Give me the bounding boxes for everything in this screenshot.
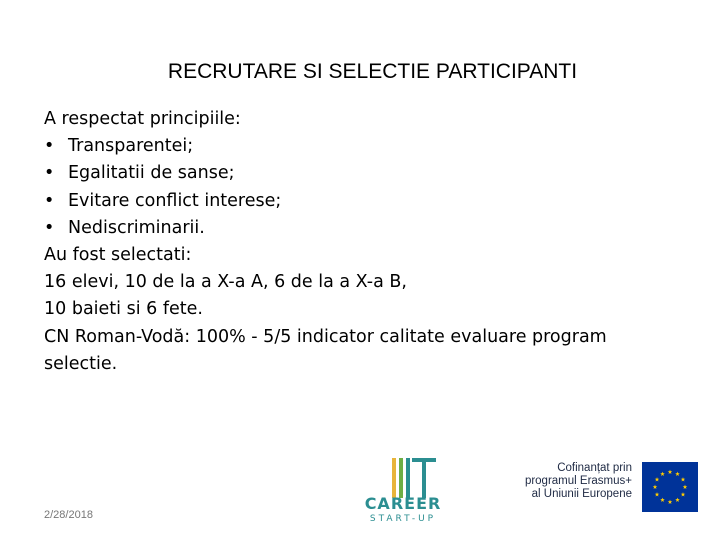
bullet-text: Transparentei; xyxy=(68,136,194,157)
selected-heading: Au fost selectati: xyxy=(44,245,192,266)
bullet-text: Egalitatii de sanse; xyxy=(68,163,235,184)
slide-date: 2/28/2018 xyxy=(44,509,93,521)
career-startup-logo-icon xyxy=(386,454,442,498)
intro-text: A respectat principiile: xyxy=(44,109,241,129)
bullet-item xyxy=(44,188,684,215)
bullet-item xyxy=(44,215,684,242)
eu-text-line: Cofinanțat prin xyxy=(557,462,632,474)
bullet-item xyxy=(44,133,684,160)
bullet-dot: • xyxy=(44,217,55,238)
eu-text-line: programul Erasmus+ xyxy=(524,475,632,487)
bullet-dot: • xyxy=(44,163,55,184)
selected-detail: 16 elevi, 10 de la a X-a A, 6 de la a X-a B, xyxy=(44,272,407,293)
evaluation-text: CN Roman-Vodă: 100% - 5/5 indicator calitate evaluare program selectie. xyxy=(44,326,607,374)
logo-startup-text: START-UP xyxy=(369,514,437,524)
gender-split: 10 baieti si 6 fete. xyxy=(44,299,203,320)
bullet-dot: • xyxy=(44,136,55,157)
slide-title: RECRUTARE SI SELECTIE PARTICIPANTI xyxy=(167,60,578,83)
slide-body xyxy=(44,106,684,378)
logo-career-text: CAREER xyxy=(364,494,442,513)
bullet-text: Nediscriminarii. xyxy=(68,217,205,238)
bullet-text: Evitare conflict interese; xyxy=(68,190,282,211)
bullet-item xyxy=(44,160,684,187)
eu-cofunding-text xyxy=(496,462,632,501)
eu-flag-icon xyxy=(642,462,698,512)
bullet-dot: • xyxy=(44,190,55,211)
eu-text-line: al Uniunii Europene xyxy=(531,488,632,500)
